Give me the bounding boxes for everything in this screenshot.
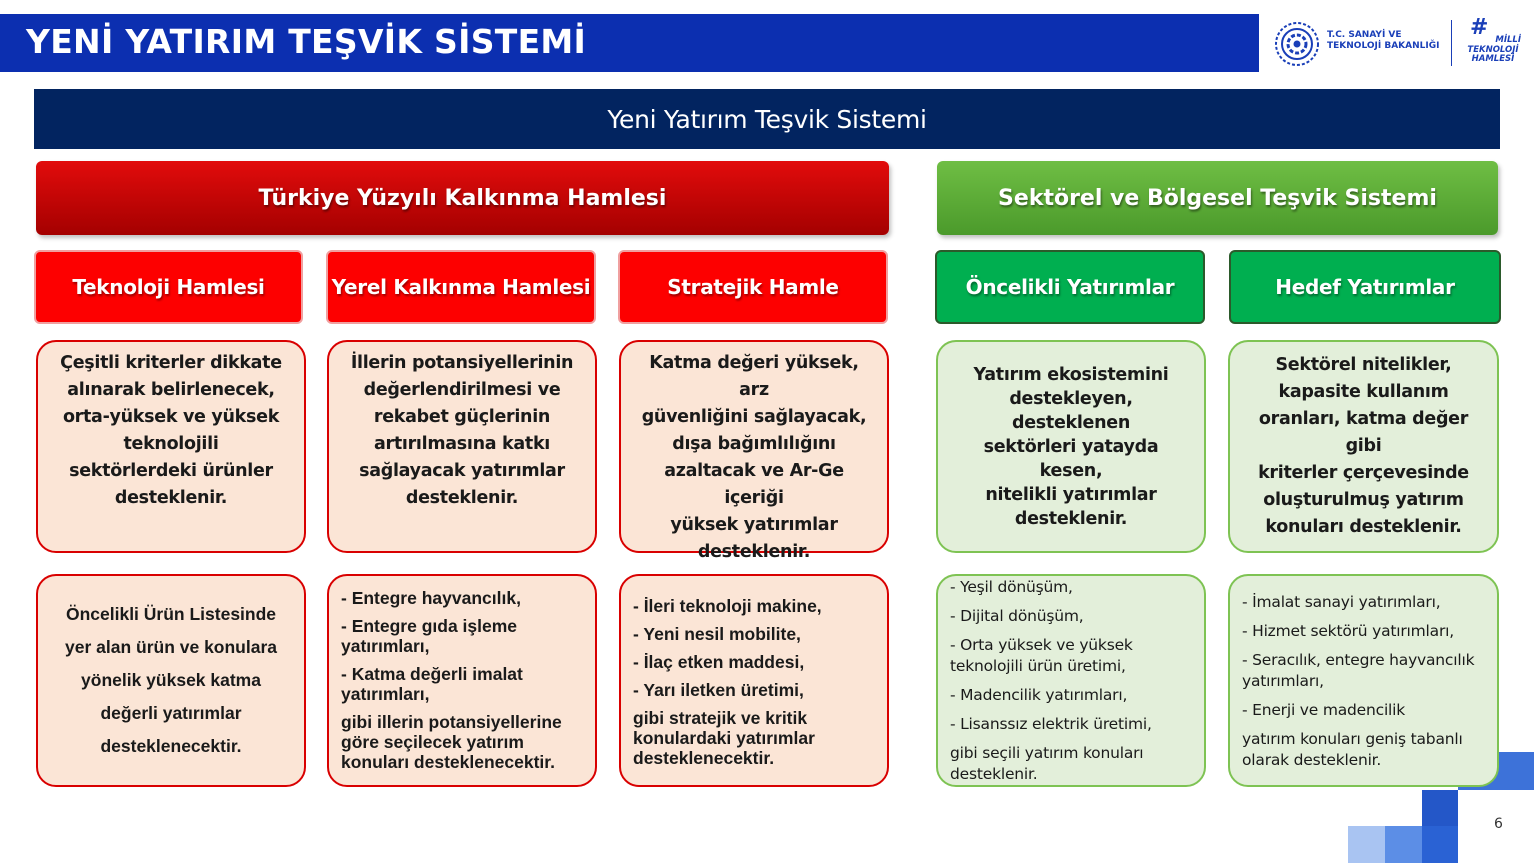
description-line: orta-yüksek ve yüksek — [62, 407, 280, 427]
description-line: sektörlerdeki ürünler — [69, 461, 273, 481]
hash-icon: # — [1470, 15, 1489, 40]
description-line: değerlendirilmesi ve — [363, 380, 561, 400]
list-box-stratejik — [619, 574, 889, 787]
description-line: konuları desteklenir. — [1265, 517, 1462, 537]
list-box-hedef — [1228, 574, 1499, 787]
description-line: destekleyen, desteklenen — [1009, 388, 1133, 433]
list-item: - Entegre gıda işleme yatırımları, — [341, 616, 518, 656]
description-line: desteklenir. — [1014, 508, 1128, 529]
description-box-oncelikli — [936, 340, 1206, 553]
list-item: - Katma değerli imalat yatırımları, — [341, 664, 523, 704]
category-header-green: Sektörel ve Bölgesel Teşvik Sistemi — [937, 161, 1498, 235]
list-item: - Enerji ve madencilik — [1242, 701, 1406, 719]
description-line: desteklenir. — [405, 488, 519, 508]
column-header-teknoloji: Teknoloji Hamlesi — [34, 250, 303, 324]
description-line: Katma değeri yüksek, arz — [649, 353, 859, 400]
page-title: YENİ YATIRIM TEŞVİK SİSTEMİ — [26, 22, 587, 61]
decor-square — [1385, 826, 1422, 863]
column-header-oncelikli: Öncelikli Yatırımlar — [935, 250, 1205, 324]
list-line: değerli yatırımlar — [100, 703, 242, 723]
list-line: Öncelikli Ürün Listesinde — [65, 604, 277, 624]
column-header-hedef: Hedef Yatırımlar — [1229, 250, 1501, 324]
list-item: - İleri teknoloji makine, — [633, 596, 822, 616]
description-line: İllerin potansiyellerinin — [350, 353, 574, 373]
list-item: - Lisanssız elektrik üretimi, — [950, 715, 1152, 733]
page-number: 6 — [1494, 816, 1503, 832]
logo-divider — [1451, 20, 1452, 66]
list-item: - Hizmet sektörü yatırımları, — [1242, 622, 1454, 640]
description-box-teknoloji — [36, 340, 306, 553]
list-item: - İmalat sanayi yatırımları, — [1242, 593, 1441, 611]
description-line: sektörleri yatayda kesen, — [983, 436, 1159, 481]
list-item: - Yeni nesil mobilite, — [633, 624, 801, 644]
description-text — [952, 363, 1190, 531]
description-line: azaltacak ve Ar-Ge içeriği — [664, 461, 844, 508]
decor-square — [1422, 826, 1458, 863]
list-conclusion: gibi illerin potansiyellerine göre seçilecek yatırım konuları desteklenecektir. — [341, 712, 562, 772]
logo-area — [1257, 14, 1534, 72]
main-banner: Yeni Yatırım Teşvik Sistemi — [34, 89, 1500, 149]
column-header-yerel: Yerel Kalkınma Hamlesi — [326, 250, 596, 324]
description-text — [1244, 352, 1483, 541]
mth-line-3: HAMLESİ — [1471, 54, 1515, 64]
list-text — [65, 598, 277, 763]
description-line: Sektörel nitelikler, — [1275, 355, 1452, 375]
description-line: desteklenir. — [114, 488, 228, 508]
mth-line-2: TEKNOLOJİ — [1467, 44, 1519, 55]
column-header-stratejik: Stratejik Hamle — [618, 250, 888, 324]
list-line: yer alan ürün ve konulara — [64, 637, 278, 657]
description-line: teknolojili — [123, 434, 219, 454]
description-line: oranları, katma değer gibi — [1258, 409, 1469, 456]
description-line: yüksek yatırımlar — [670, 515, 838, 535]
category-header-red: Türkiye Yüzyılı Kalkınma Hamlesi — [36, 161, 889, 235]
list-box-teknoloji — [36, 574, 306, 787]
list-item: - Entegre hayvancılık, — [341, 588, 521, 608]
description-line: kriterler çerçevesinde — [1258, 463, 1469, 483]
milli-teknoloji-logo — [1463, 36, 1523, 65]
ministry-gear-icon — [1272, 19, 1322, 69]
list-item: - Seracılık, entegre hayvancılık yatırımları, — [1242, 651, 1475, 690]
description-line: sağlayacak yatırımlar — [359, 461, 565, 481]
decor-square — [1422, 790, 1458, 826]
list-item: - Yarı iletken üretimi, — [633, 680, 804, 700]
list-box-yerel — [327, 574, 597, 787]
description-line: rekabet güçlerinin — [373, 407, 551, 427]
description-line: alınarak belirlenecek, — [67, 380, 275, 400]
list-item: - Yeşil dönüşüm, — [950, 578, 1073, 596]
top-bar — [0, 14, 1534, 72]
mth-line-1: MİLLİ — [1495, 35, 1521, 45]
ministry-line-1: T.C. SANAYİ VE — [1327, 30, 1402, 40]
ministry-name — [1327, 30, 1439, 52]
list-line: yönelik yüksek katma — [81, 670, 261, 690]
description-box-stratejik — [619, 340, 889, 562]
list-conclusion: gibi stratejik ve kritik konulardaki yatırımlar desteklenecektir. — [633, 708, 815, 768]
description-line: dışa bağımlılığını — [672, 434, 836, 454]
description-line: artırılmasına katkı — [374, 434, 550, 454]
list-box-oncelikli — [936, 574, 1206, 787]
description-box-yerel — [327, 340, 597, 553]
ministry-line-2: TEKNOLOJİ BAKANLIĞI — [1327, 41, 1440, 51]
decor-square — [1348, 826, 1385, 863]
description-box-hedef — [1228, 340, 1499, 553]
description-line: güvenliğini sağlayacak, — [641, 407, 867, 427]
list-item: - İlaç etken maddesi, — [633, 652, 805, 672]
description-line: Çeşitli kriterler dikkate — [60, 353, 282, 373]
list-item: - Orta yüksek ve yüksek teknolojili ürün üretimi, — [950, 636, 1133, 675]
description-line: oluşturulmuş yatırım — [1263, 490, 1464, 510]
description-line: desteklenir. — [697, 542, 811, 562]
list-conclusion: yatırım konuları geniş tabanlı olarak desteklenir. — [1242, 730, 1463, 769]
list-line: desteklenecektir. — [100, 736, 242, 756]
list-item: - Madencilik yatırımları, — [950, 686, 1128, 704]
description-line: nitelikli yatırımlar — [985, 484, 1157, 505]
description-line: kapasite kullanım — [1278, 382, 1449, 402]
list-item: - Dijital dönüşüm, — [950, 607, 1084, 625]
list-conclusion: gibi seçili yatırım konuları desteklenir. — [950, 744, 1144, 783]
description-line: Yatırım ekosistemini — [973, 364, 1169, 385]
logo-divider — [1257, 14, 1259, 72]
